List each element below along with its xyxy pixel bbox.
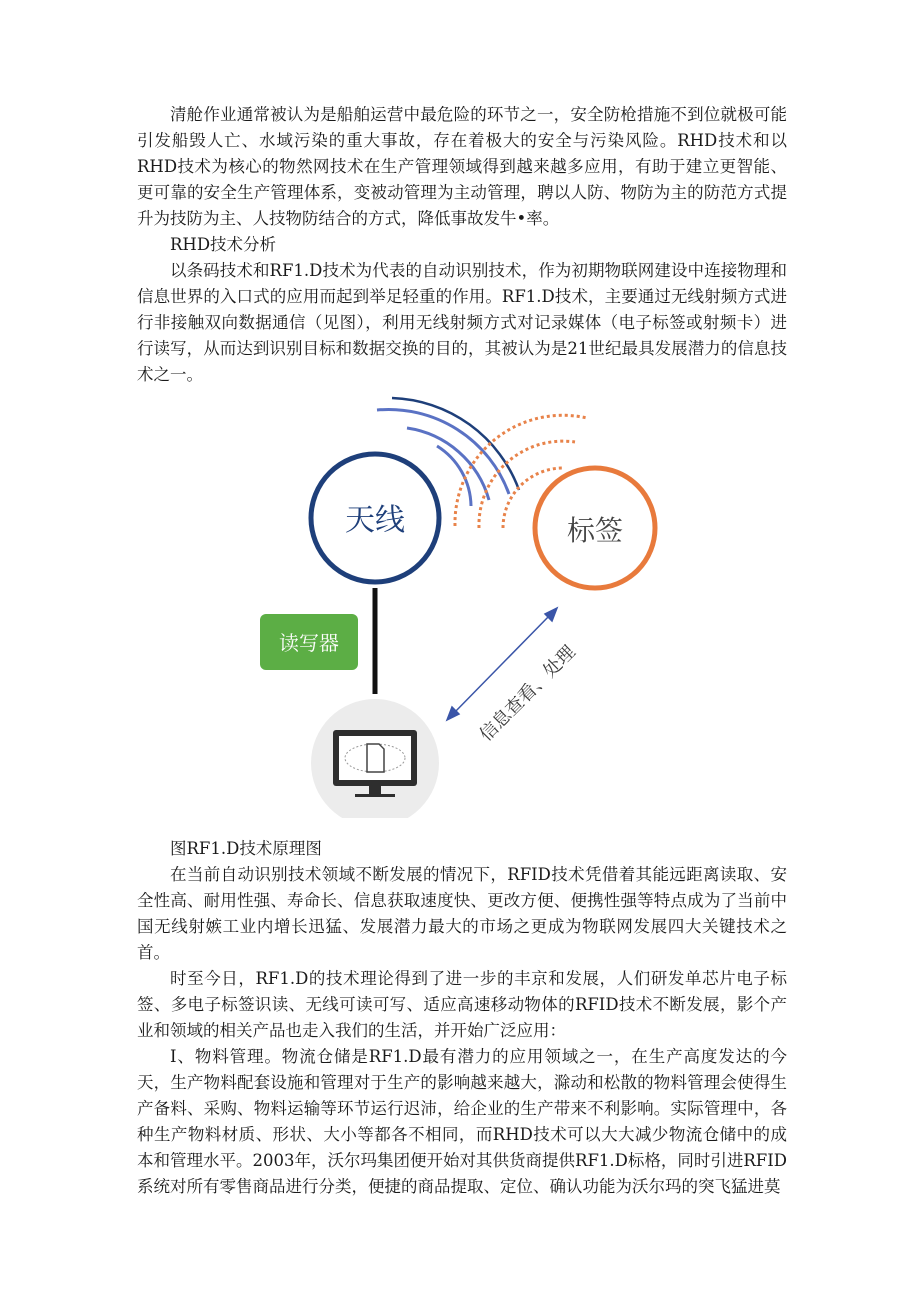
paragraph: 以条码技术和RF1.D技术为代表的自动识别技术，作为初期物联网建设中连接物理和信息世界的入口式的应用而起到举足轻重的作用。RF1.D技术，主要通过无线射频方式进行非接触双向数据通信（见图），利用无线射频方式对记录媒体（电子标签或射频卡）进行读写，从而达到识别目标和数据交换的目的，其被认为是21世纪最具发展潜力的信息技术之一。	[137, 261, 787, 384]
monitor-stand	[369, 786, 381, 794]
paragraph: 清舱作业通常被认为是船舶运营中最危险的环节之一，安全防枪措施不到位就极可能引发船毁人亡、水域污染的重大事故，存在着极大的安全与污染风险。RHD技术和以RHD技术为核心的物然网技术在生产管理领域得到越来越多应用，有助于建立更智能、更可靠的安全生产管理体系，变被动管理为主动管理，聘以人防、物防为主的防范方式提升为技防为主、人技物防结合的方式，降低事故发牛•率。	[137, 105, 787, 228]
rfid-diagram	[257, 378, 673, 818]
lower-text-block	[137, 836, 787, 1200]
figure-caption: 图RF1.D技术原理图	[170, 839, 322, 858]
section-heading: RHD技术分析	[170, 235, 277, 254]
info-processing-label: 信息查看、处理	[475, 641, 580, 746]
monitor-base	[355, 794, 395, 797]
paragraph: I、物料管理。物流仓储是RF1.D最有潜力的应用领域之一，在生产高度发达的今天，生产物料配套设施和管理对于生产的影响越来越大，滁动和松散的物料管理会使得生产备料、采购、物料运输等环节运行迟沛，给企业的生产带来不利影响。实际管理中，各种生产物料材质、形状、大小等都各不相同，而RHD技术可以大大减少物流仓储中的成本和管理水平。2003年，沃尔玛集团便开始对其供货商提供RF1.D标格，同时引进RFID系统对所有零售商品进行分类，便捷的商品提取、定位、确认功能为沃尔玛的突飞猛进莫	[137, 1047, 787, 1196]
tag-label: 标签	[566, 514, 624, 547]
document-icon	[367, 744, 384, 772]
upper-text-block	[137, 102, 787, 388]
rfid-principle-figure	[257, 378, 673, 818]
paragraph: 在当前自动识别技术领域不断发展的情况下，RFID技术凭借着其能远距离读取、安全性高、耐用性强、寿命长、信息获取速度快、更改方便、便携性强等特点成为了当前中国无线射嫉工业内增长迅猛、发展潜力最大的市场之更成为物联网发展四大关键技术之首。	[137, 865, 787, 962]
reader-label: 读写器	[279, 631, 339, 655]
wave-blue-3	[437, 446, 471, 506]
paragraph: 时至今日，RF1.D的技术理论得到了进一步的丰京和发展，人们研发单芯片电子标签、多电子标签识读、无线可读可写、适应高速移动物体的RFID技术不断发展，影个产业和领域的相关产品也走入我们的生活，并开始广泛应用：	[137, 969, 787, 1040]
antenna-label: 天线	[345, 503, 405, 538]
